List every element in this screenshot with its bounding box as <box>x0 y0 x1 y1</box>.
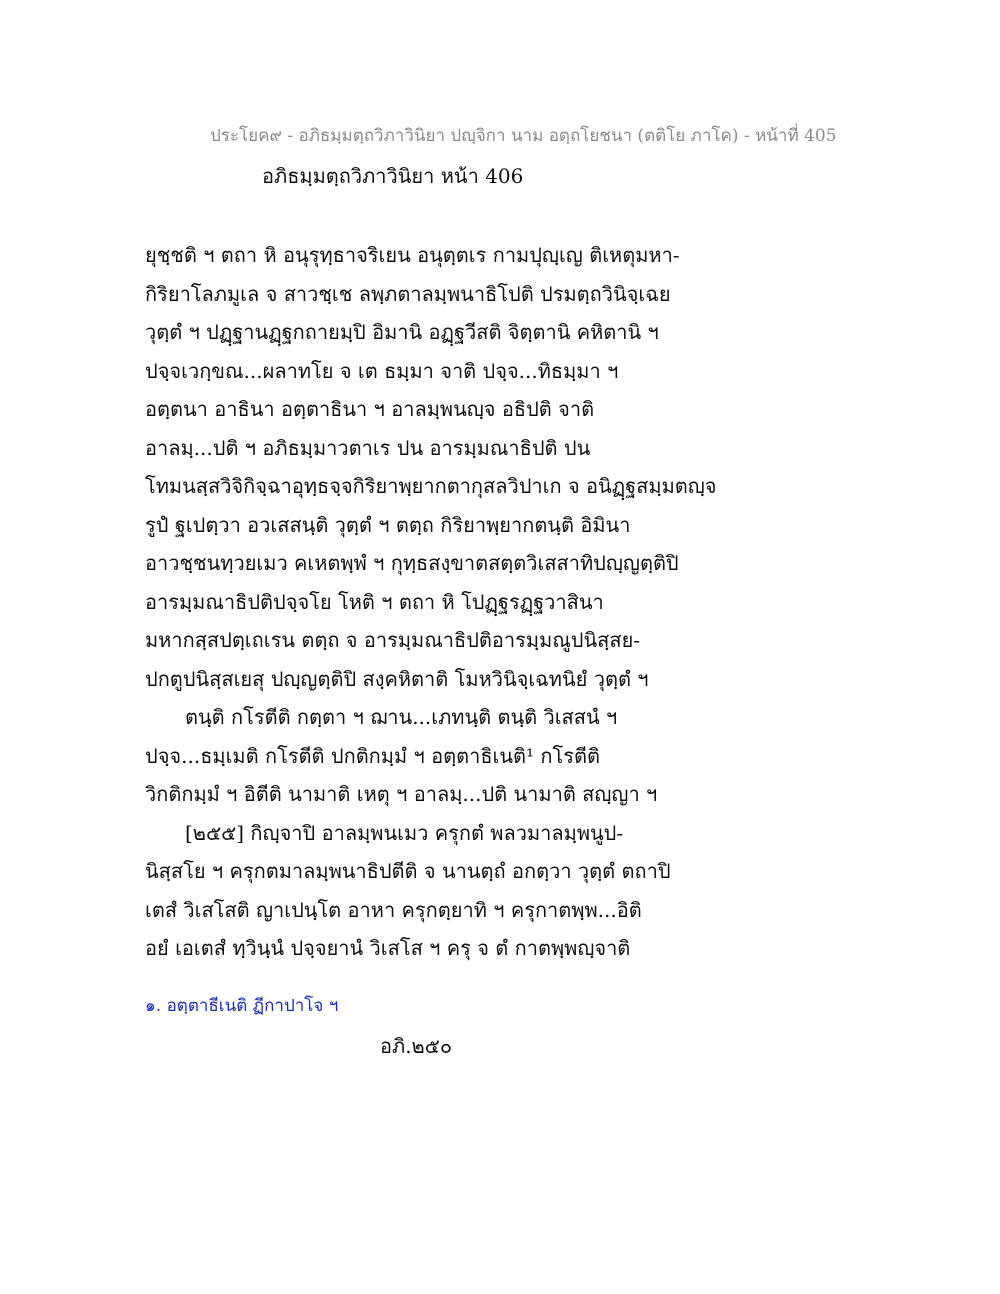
text-line: กิริยาโลภมูเล จ สาวชฺเช ลพฺภตาลมฺพนาธิโปติ ปรมตฺถวินิจฺเฉย <box>145 281 671 306</box>
page-reference: อภิ.๒๕๐ <box>380 1034 453 1058</box>
text-line: นิสฺสโย ฯ ครุกตมาลมฺพนาธิปตีติ จ นานตฺถํ อกตฺวา วุตฺตํ ตถาปิ <box>145 859 671 883</box>
body-text <box>145 236 875 968</box>
text-line: รูปํ ฐเปตฺวา อวเสสนฺติ วุตฺตํ ฯ ตตฺถ กิริยาพฺยากตนฺติ อิมินา <box>145 512 631 537</box>
text-line: ปกตูปนิสฺสเยสุ ปญฺญตฺติปิ สงฺคหิตาติ โมหวินิจฺเฉทนิยํ วุตฺตํ ฯ <box>145 666 649 691</box>
footnote: ๑. อตฺตาธีเนติ ฏีกาปาโจ ฯ <box>145 996 339 1016</box>
text-line: ตนฺติ กโรตีติ กตฺตา ฯ ฌาน...เภทนฺติ ตนฺติ วิเสสนํ ฯ <box>185 705 618 729</box>
text-line: อาวชฺชนทฺวยเมว คเหตพฺพํ ฯ กุทฺธสงฺขาตสตฺตวิเสสาทิปญฺญตฺติปิ <box>145 551 679 575</box>
running-header: ประโยค๙ - อภิธมฺมตฺถวิภาวินิยา ปญฺจิกา นาม อตฺถโยชนา (ตติโย ภาโค) - หน้าที่ 405 <box>210 126 837 146</box>
text-line: ปจฺจ...ธมฺเมติ กโรตีติ ปกติกมฺมํ ฯ อตฺตาธิเนติ¹ กโรตีติ <box>145 743 600 768</box>
text-line: วุตฺตํ ฯ ปฏฺฐานฏฺฐกถายมฺปิ อิมานิ อฏฺฐวีสติ จิตฺตานิ คหิตานิ ฯ <box>145 320 659 344</box>
text-line: อตฺตนา อาธินา อตฺตาธินา ฯ อาลมฺพนญฺจ อธิปติ จาติ <box>145 397 595 421</box>
page-title: อภิธมฺมตฺถวิภาวินิยา หน้า 406 <box>262 164 524 188</box>
text-line: อารมฺมณาธิปติปจฺจโย โหติ ฯ ตถา หิ โปฏฺฐรฏฺฐวาสินา <box>145 589 604 614</box>
text-line: [๒๕๕] กิญฺจาปิ อาลมฺพนเมว ครุกตํ พลวมาลมฺพนูป- <box>185 820 624 845</box>
text-line: อยํ เอเตสํ ทฺวินฺนํ ปจฺจยานํ วิเสโส ฯ ครุ จ ตํ กาตพฺพญฺจาติ <box>145 936 631 960</box>
text-line: โทมนสฺสวิจิกิจฺฉาอุทฺธจฺจกิริยาพฺยากตากุสลวิปาเก จ อนิฏฺฐสมฺมตญฺจ <box>145 474 717 498</box>
text-line: วิกติกมฺมํ ฯ อิตีติ นามาติ เหตุ ฯ อาลมฺ...ปติ นามาติ สญฺญา ฯ <box>145 782 658 806</box>
text-line: ปจฺจเวกฺขณ...ผลาทโย จ เต ธมฺมา จาติ ปจฺจ...ทิธมฺมา ฯ <box>145 358 619 383</box>
text-line: ยุชฺชติ ฯ ตถา หิ อนุรุทฺธาจริเยน อนุตฺตเร กามปุญฺเญ ติเหตุมหา- <box>145 243 680 267</box>
text-line: อาลมฺ...ปติ ฯ อภิธมฺมาวตาเร ปน อารมฺมณาธิปติ ปน <box>145 435 591 460</box>
text-line: เตสํ วิเสโสติ ญาเปนฺโต อาหา ครุกตฺยาทิ ฯ ครุกาตพฺพ...อิติ <box>145 897 642 922</box>
text-line: มหากสฺสปตฺเถเรน ตตฺถ จ อารมฺมณาธิปติอารมฺมณูปนิสฺสย- <box>145 628 641 652</box>
